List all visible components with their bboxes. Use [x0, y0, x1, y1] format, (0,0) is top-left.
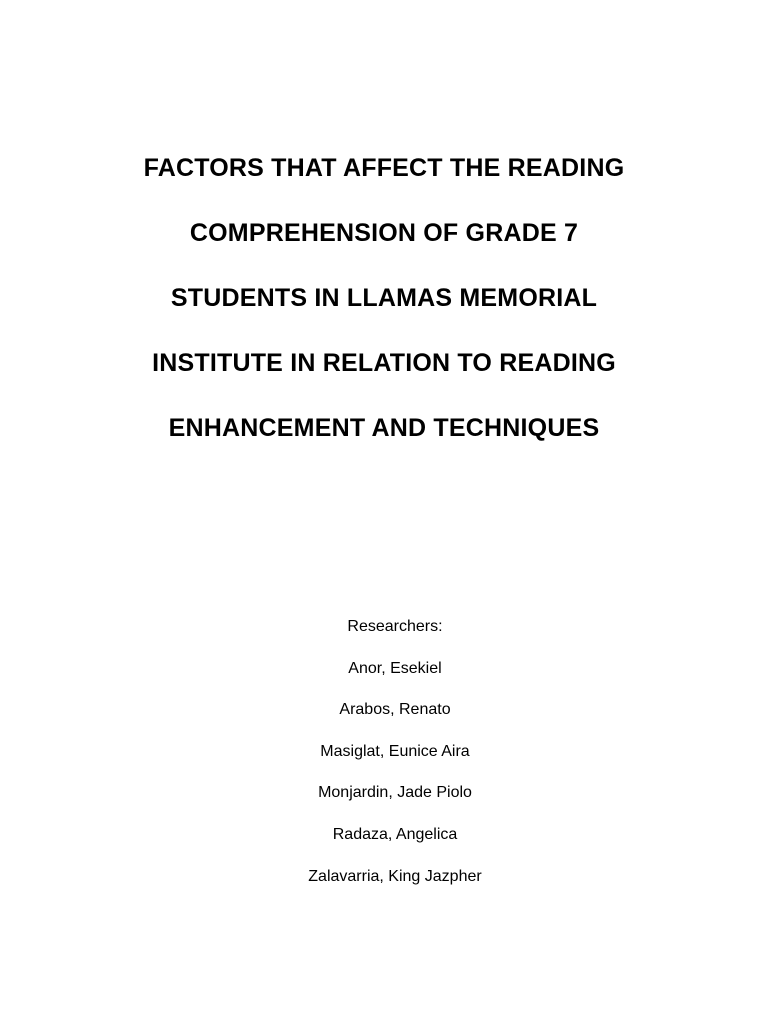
researcher-name: Monjardin, Jade Piolo: [318, 784, 472, 802]
researcher-name: Zalavarria, King Jazpher: [308, 867, 482, 885]
document-title: [0, 136, 768, 461]
title-line-5: ENHANCEMENT AND TECHNIQUES: [168, 414, 600, 442]
researchers-list: [0, 648, 768, 898]
title-line-3: STUDENTS IN LLAMAS MEMORIAL: [170, 284, 598, 312]
researcher-name: Anor, Esekiel: [348, 659, 442, 677]
title-line-1: FACTORS THAT AFFECT THE READING: [143, 154, 625, 182]
researchers-heading: Researchers:: [347, 618, 443, 635]
title-line-4: INSTITUTE IN RELATION TO READING: [152, 349, 616, 377]
researcher-name: Radaza, Angelica: [332, 825, 458, 843]
researcher-name: Arabos, Renato: [339, 701, 451, 719]
researchers-section: [0, 606, 768, 897]
researcher-name: Masiglat, Eunice Aira: [320, 742, 470, 760]
title-line-2: COMPREHENSION OF GRADE 7: [189, 219, 579, 247]
